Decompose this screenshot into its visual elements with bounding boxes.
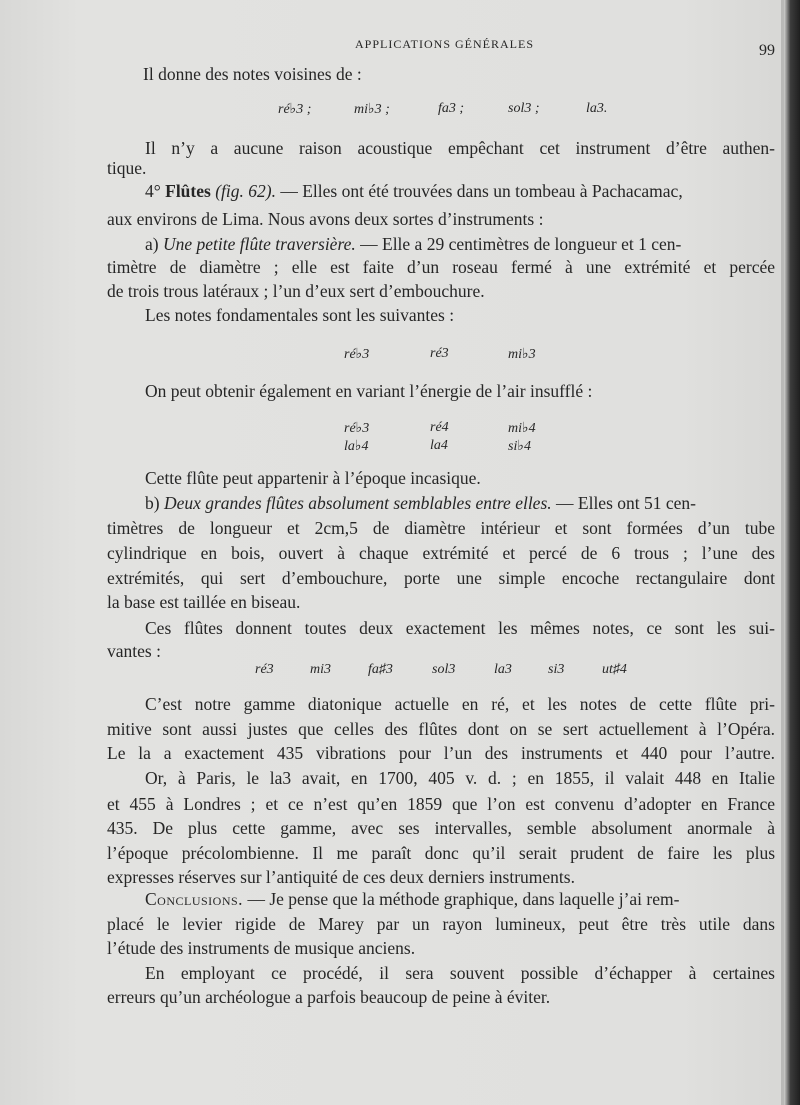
note: la4 (430, 438, 448, 453)
conclusions-label: Conclusions. (145, 889, 244, 909)
notes-row-1 (0, 101, 780, 121)
conclusions-line (145, 891, 679, 909)
note: mi♭3 ; (354, 102, 390, 117)
note: ré4 (430, 420, 449, 435)
paragraph-line: timètres de longueur et 2cm,5 de diamètre intérieur et sont formées d’un tube (107, 518, 775, 538)
conclusions-text: — Je pense que la méthode graphique, dans laquelle j’ai rem- (247, 889, 680, 909)
paragraph-line: vantes : (107, 641, 161, 661)
note: fa♯3 (368, 662, 393, 677)
paragraph-line: Il n’y a aucune raison acoustique empêchant cet instrument d’être authen- (145, 138, 775, 158)
paragraph-line: et 455 à Londres ; et ce n’est qu’en 1859 que l’on est convenu d’adopter en France (107, 794, 775, 814)
notes-row-2 (0, 346, 780, 366)
note: sol3 ; (508, 101, 540, 116)
note: mi♭4 (508, 421, 536, 436)
subsection-b-line (145, 495, 696, 513)
section-text: — Elles ont été trouvées dans un tombeau à Pachacamac, (280, 181, 683, 201)
paragraph-line: Les notes fondamentales sont les suivantes : (145, 305, 455, 325)
note: ré3 (255, 662, 274, 677)
note: ré3 (430, 346, 449, 361)
notes-row-4 (0, 662, 780, 682)
note: la3 (494, 662, 512, 677)
paragraph-line: extrémités, qui sert d’embouchure, porte une simple encoche rectangulaire dont (107, 568, 775, 588)
subsection-label: a) (145, 234, 159, 254)
subsection-title: Deux grandes flûtes absolument semblables entre elles. (163, 493, 552, 513)
paragraph-line: expresses réserves sur l’antiquité de ces deux derniers instruments. (107, 867, 575, 887)
intro-line: Il donne des notes voisines de : (143, 64, 362, 84)
note: la♭4 (344, 439, 369, 454)
paragraph-line: On peut obtenir également en variant l’énergie de l’air insufflé : (145, 381, 593, 401)
running-title: APPLICATIONS GÉNÉRALES (355, 37, 535, 51)
paragraph-line: Or, à Paris, le la3 avait, en 1700, 405 v. d. ; en 1855, il valait 448 en Italie (145, 768, 775, 788)
paragraph-line: aux environs de Lima. Nous avons deux sortes d’instruments : (107, 209, 544, 229)
note: ré♭3 (344, 347, 370, 362)
section-title: Flûtes (165, 181, 211, 201)
note: fa3 ; (438, 101, 465, 116)
subsection-label: b) (145, 493, 160, 513)
page-edge-shadow (784, 0, 800, 1105)
notes-row-3 (0, 420, 780, 460)
note: si♭4 (508, 439, 531, 454)
paragraph-line: 435. De plus cette gamme, avec ses intervalles, semble absolument anormale à (107, 818, 775, 838)
note: la3. (586, 101, 608, 116)
paragraph-line: de trois trous latéraux ; l’un d’eux sert d’embouchure. (107, 281, 485, 301)
note: mi3 (310, 662, 331, 677)
note: mi♭3 (508, 347, 536, 362)
subsection-text: — Elles ont 51 cen- (556, 493, 696, 513)
note: si3 (548, 662, 565, 677)
paragraph-line: erreurs qu’un archéologue a parfois beaucoup de peine à éviter. (107, 987, 551, 1007)
paragraph-line: C’est notre gamme diatonique actuelle en ré, et les notes de cette flûte pri- (145, 694, 775, 714)
paragraph-line: placé le levier rigide de Marey par un rayon lumineux, peut être très utile dans (107, 914, 775, 934)
figure-reference: (fig. 62). (215, 181, 276, 201)
subsection-text: — Elle a 29 centimètres de longueur et 1 cen- (360, 234, 682, 254)
section-number: 4° (145, 181, 161, 201)
paragraph-line: Cette flûte peut appartenir à l’époque incasique. (145, 468, 481, 488)
paragraph-line: mitive sont aussi justes que celles des flûtes dont on se sert actuellement à l’Opéra. (107, 719, 775, 739)
paragraph-line: timètre de diamètre ; elle est faite d’un roseau fermé à une extrémité et percée (107, 257, 775, 277)
paragraph-line: l’époque précolombienne. Il me paraît donc qu’il serait prudent de faire les plus (107, 843, 775, 863)
paragraph-line: Le la a exactement 435 vibrations pour l’un des instruments et 440 pour l’autre. (107, 743, 775, 763)
paragraph-line: tique. (107, 158, 147, 178)
paragraph-line: la base est taillée en biseau. (107, 592, 301, 612)
note: ré♭3 (344, 421, 370, 436)
page-number: 99 (759, 42, 775, 59)
flutes-heading-line (145, 183, 683, 201)
note: ut♯4 (602, 662, 627, 677)
paragraph-line: En employant ce procédé, il sera souvent possible d’échapper à certaines (145, 963, 775, 983)
subsection-title: Une petite flûte traversière. (162, 234, 356, 254)
subsection-a-line (145, 236, 681, 254)
note: sol3 (432, 662, 456, 677)
paragraph-line: cylindrique en bois, ouvert à chaque extrémité et percé de 6 trous ; l’une des (107, 543, 775, 563)
paragraph-line: l’étude des instruments de musique anciens. (107, 938, 416, 958)
paragraph-line: Ces flûtes donnent toutes deux exactement les mêmes notes, ce sont les sui- (145, 618, 775, 638)
note: ré♭3 ; (278, 102, 312, 117)
